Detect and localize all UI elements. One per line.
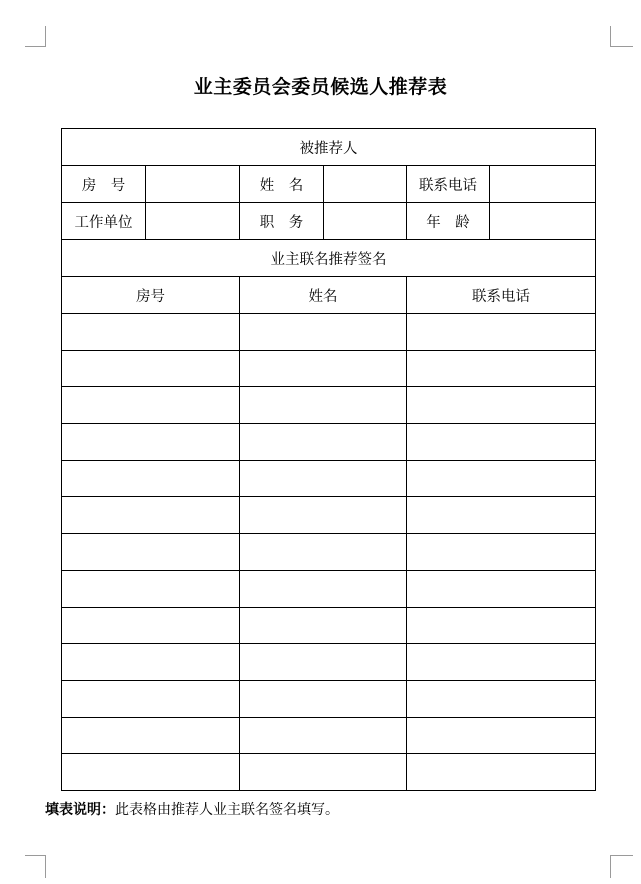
sig-phone-cell[interactable] bbox=[407, 680, 596, 717]
sig-name-cell[interactable] bbox=[240, 497, 407, 534]
sig-room-cell[interactable] bbox=[62, 534, 240, 571]
signature-row bbox=[62, 460, 596, 497]
sig-room-cell[interactable] bbox=[62, 387, 240, 424]
sig-room-cell[interactable] bbox=[62, 570, 240, 607]
signature-row bbox=[62, 717, 596, 754]
room-field[interactable] bbox=[146, 166, 240, 203]
fill-instructions bbox=[45, 799, 339, 819]
sig-phone-cell[interactable] bbox=[407, 497, 596, 534]
signature-row bbox=[62, 754, 596, 791]
nominee-row-2 bbox=[62, 203, 596, 240]
position-field[interactable] bbox=[324, 203, 407, 240]
nominee-header-row bbox=[62, 129, 596, 166]
sig-name-cell[interactable] bbox=[240, 607, 407, 644]
sig-name-cell[interactable] bbox=[240, 680, 407, 717]
sig-col-name-header: 姓名 bbox=[240, 277, 407, 314]
fill-instructions-label: 填表说明： bbox=[45, 802, 115, 818]
sig-name-cell[interactable] bbox=[240, 534, 407, 571]
sig-room-cell[interactable] bbox=[62, 717, 240, 754]
signature-row bbox=[62, 607, 596, 644]
sig-room-cell[interactable] bbox=[62, 680, 240, 717]
crop-mark-bottom-right bbox=[610, 855, 633, 878]
sig-room-cell[interactable] bbox=[62, 754, 240, 791]
sig-phone-cell[interactable] bbox=[407, 754, 596, 791]
sig-room-cell[interactable] bbox=[62, 460, 240, 497]
fill-instructions-text: 此表格由推荐人业主联名签名填写。 bbox=[115, 802, 339, 818]
signature-section-row bbox=[62, 240, 596, 277]
sig-phone-cell[interactable] bbox=[407, 570, 596, 607]
sig-room-cell[interactable] bbox=[62, 350, 240, 387]
signature-section-header: 业主联名推荐签名 bbox=[62, 240, 596, 277]
sig-room-cell[interactable] bbox=[62, 497, 240, 534]
sig-name-cell[interactable] bbox=[240, 570, 407, 607]
crop-mark-bottom-left bbox=[25, 855, 46, 878]
sig-phone-cell[interactable] bbox=[407, 717, 596, 754]
room-label: 房 号 bbox=[62, 166, 146, 203]
sig-phone-cell[interactable] bbox=[407, 534, 596, 571]
signature-row bbox=[62, 680, 596, 717]
sig-name-cell[interactable] bbox=[240, 717, 407, 754]
sig-name-cell[interactable] bbox=[240, 424, 407, 461]
sig-phone-cell[interactable] bbox=[407, 387, 596, 424]
sig-phone-cell[interactable] bbox=[407, 350, 596, 387]
recommendation-form-table bbox=[61, 128, 596, 791]
nominee-section-header: 被推荐人 bbox=[62, 129, 596, 166]
name-field[interactable] bbox=[324, 166, 407, 203]
nominee-row-1 bbox=[62, 166, 596, 203]
age-label: 年 龄 bbox=[407, 203, 490, 240]
work-unit-field[interactable] bbox=[146, 203, 240, 240]
signature-row bbox=[62, 644, 596, 681]
sig-room-cell[interactable] bbox=[62, 644, 240, 681]
crop-mark-top-left bbox=[25, 26, 46, 47]
position-label: 职 务 bbox=[240, 203, 324, 240]
signature-row bbox=[62, 497, 596, 534]
work-unit-label: 工作单位 bbox=[62, 203, 146, 240]
sig-name-cell[interactable] bbox=[240, 314, 407, 351]
sig-name-cell[interactable] bbox=[240, 460, 407, 497]
signature-row bbox=[62, 534, 596, 571]
sig-name-cell[interactable] bbox=[240, 754, 407, 791]
phone-label: 联系电话 bbox=[407, 166, 490, 203]
sig-phone-cell[interactable] bbox=[407, 460, 596, 497]
sig-col-room-header: 房号 bbox=[62, 277, 240, 314]
sig-phone-cell[interactable] bbox=[407, 424, 596, 461]
signature-row bbox=[62, 424, 596, 461]
signature-row bbox=[62, 314, 596, 351]
sig-room-cell[interactable] bbox=[62, 314, 240, 351]
sig-phone-cell[interactable] bbox=[407, 607, 596, 644]
age-field[interactable] bbox=[490, 203, 596, 240]
signature-header-row bbox=[62, 277, 596, 314]
sig-phone-cell[interactable] bbox=[407, 314, 596, 351]
signature-row bbox=[62, 350, 596, 387]
signature-row bbox=[62, 387, 596, 424]
sig-room-cell[interactable] bbox=[62, 607, 240, 644]
sig-phone-cell[interactable] bbox=[407, 644, 596, 681]
sig-col-phone-header: 联系电话 bbox=[407, 277, 596, 314]
signature-row bbox=[62, 570, 596, 607]
page-title: 业主委员会委员候选人推荐表 bbox=[193, 76, 448, 98]
signature-rows bbox=[62, 314, 596, 791]
phone-field[interactable] bbox=[490, 166, 596, 203]
sig-room-cell[interactable] bbox=[62, 424, 240, 461]
name-label: 姓 名 bbox=[240, 166, 324, 203]
sig-name-cell[interactable] bbox=[240, 387, 407, 424]
crop-mark-top-right bbox=[610, 26, 633, 47]
sig-name-cell[interactable] bbox=[240, 644, 407, 681]
sig-name-cell[interactable] bbox=[240, 350, 407, 387]
